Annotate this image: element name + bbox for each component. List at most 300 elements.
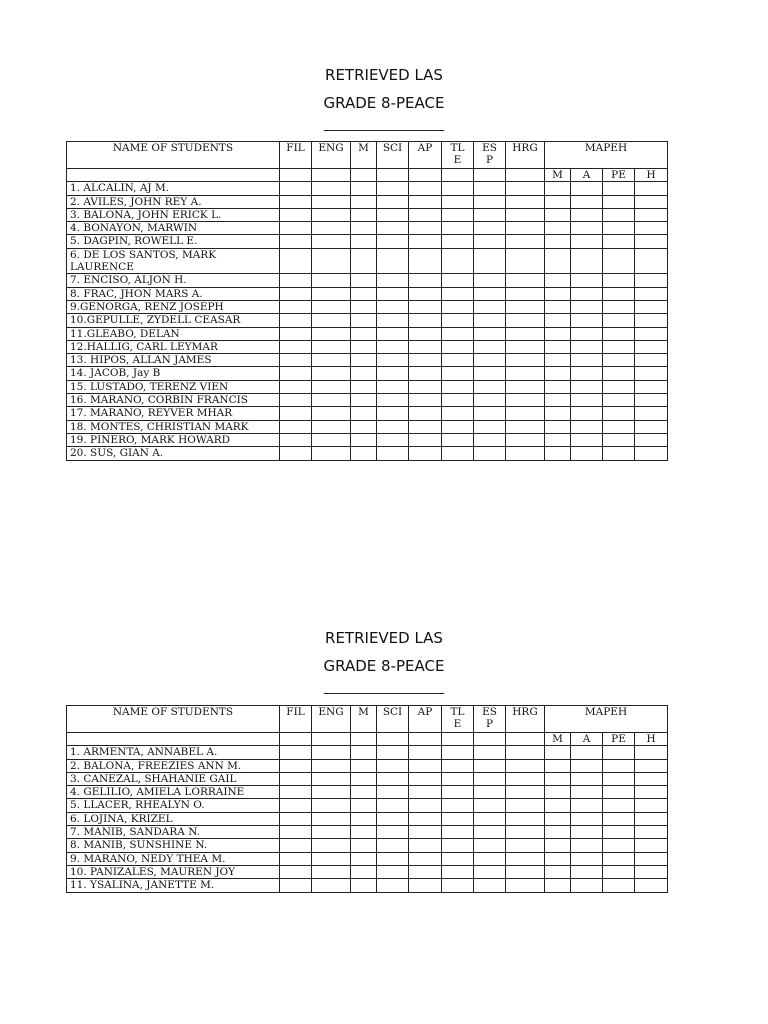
grade-cell	[280, 420, 312, 433]
grade-cell	[571, 182, 603, 195]
grade-cell	[603, 826, 635, 839]
grade-cell	[545, 208, 571, 221]
grade-cell	[351, 447, 377, 460]
header-subject: SCI	[377, 706, 409, 733]
grade-cell	[409, 447, 442, 460]
grade-cell	[603, 300, 635, 313]
header-name-of-students: NAME OF STUDENTS	[67, 706, 280, 733]
student-name: 7. MANIB, SANDARA N.	[67, 826, 280, 839]
student-name: 13. HIPOS, ALLAN JAMES	[67, 354, 280, 367]
student-name: 9. MARANO, NEDY THEA M.	[67, 852, 280, 865]
table-row	[67, 879, 668, 892]
grade-cell	[377, 222, 409, 235]
grade-cell	[312, 759, 351, 772]
grade-cell	[351, 274, 377, 287]
grade-cell	[571, 852, 603, 865]
grade-cell	[442, 786, 474, 799]
grade-cell	[280, 826, 312, 839]
grade-cell	[603, 235, 635, 248]
student-name: 10.GEPULLE, ZYDELL CEASAR	[67, 314, 280, 327]
grade-cell	[280, 169, 312, 182]
table-row	[67, 367, 668, 380]
sheet-title: RETRIEVED LAS	[325, 66, 443, 84]
header-mapeh-sub: M	[545, 169, 571, 182]
grade-cell	[635, 314, 668, 327]
grade-cell	[603, 182, 635, 195]
grade-cell	[635, 839, 668, 852]
grade-cell	[280, 733, 312, 746]
grade-cell	[312, 208, 351, 221]
grade-cell	[545, 314, 571, 327]
table-row	[67, 208, 668, 221]
grade-cell	[545, 772, 571, 785]
grade-cell	[442, 235, 474, 248]
grade-cell	[377, 354, 409, 367]
grade-cell	[409, 300, 442, 313]
grade-cell	[506, 420, 545, 433]
grade-cell	[377, 367, 409, 380]
grade-cell	[474, 287, 506, 300]
grade-cell	[312, 826, 351, 839]
grade-cell	[571, 380, 603, 393]
student-name: 1. ARMENTA, ANNABEL A.	[67, 746, 280, 759]
grade-cell	[280, 195, 312, 208]
sheet-title: RETRIEVED LAS	[325, 629, 443, 647]
table-row	[67, 759, 668, 772]
grade-cell	[474, 879, 506, 892]
grade-cell	[312, 367, 351, 380]
student-name: 5. DAGPIN, ROWELL E.	[67, 235, 280, 248]
grade-cell	[409, 733, 442, 746]
table-row	[67, 394, 668, 407]
grade-cell	[635, 394, 668, 407]
grade-cell	[474, 786, 506, 799]
grade-cell	[409, 433, 442, 446]
grade-cell	[635, 746, 668, 759]
grade-cell	[351, 248, 377, 274]
student-name: 19. PINERO, MARK HOWARD	[67, 433, 280, 446]
grade-cell	[442, 826, 474, 839]
grade-cell	[506, 380, 545, 393]
student-name: 1. ALCALIN, AJ M.	[67, 182, 280, 195]
grade-cell	[474, 746, 506, 759]
grade-cell	[571, 772, 603, 785]
grade-cell	[280, 799, 312, 812]
grade-cell	[545, 300, 571, 313]
grade-cell	[571, 287, 603, 300]
grade-cell	[635, 407, 668, 420]
grade-cell	[635, 420, 668, 433]
grade-cell	[603, 772, 635, 785]
grade-cell	[351, 772, 377, 785]
grade-cell	[474, 772, 506, 785]
grade-cell	[603, 394, 635, 407]
grade-cell	[603, 852, 635, 865]
grade-cell	[545, 340, 571, 353]
grade-cell	[571, 248, 603, 274]
grade-cell	[635, 865, 668, 878]
grade-cell	[506, 407, 545, 420]
grade-cell	[545, 839, 571, 852]
grade-cell	[571, 327, 603, 340]
grade-cell	[474, 826, 506, 839]
grade-cell	[280, 248, 312, 274]
grade-cell	[377, 786, 409, 799]
grade-cell	[409, 340, 442, 353]
grade-cell	[603, 799, 635, 812]
grade-cell	[571, 812, 603, 825]
grade-cell	[635, 367, 668, 380]
grade-cell	[351, 826, 377, 839]
grade-cell	[603, 195, 635, 208]
student-name: 2. AVILES, JOHN REY A.	[67, 195, 280, 208]
grade-cell	[506, 733, 545, 746]
grade-cell	[377, 879, 409, 892]
grade-cell	[545, 354, 571, 367]
header-subject: ENG	[312, 142, 351, 169]
grade-cell	[545, 407, 571, 420]
grade-cell	[351, 746, 377, 759]
grade-cell	[280, 786, 312, 799]
grade-cell	[409, 169, 442, 182]
grade-cell	[603, 447, 635, 460]
grade-cell	[571, 367, 603, 380]
grade-cell	[442, 300, 474, 313]
grade-cell	[442, 394, 474, 407]
grade-cell	[377, 327, 409, 340]
grade-cell	[312, 812, 351, 825]
grade-cell	[442, 852, 474, 865]
grade-cell	[635, 799, 668, 812]
grade-cell	[377, 407, 409, 420]
grade-cell	[280, 208, 312, 221]
grade-cell	[545, 812, 571, 825]
grade-cell	[603, 879, 635, 892]
grade-cell	[442, 340, 474, 353]
header-mapeh-sub: PE	[603, 169, 635, 182]
table-row	[67, 865, 668, 878]
grade-cell	[545, 447, 571, 460]
grade-cell	[474, 314, 506, 327]
grade-cell	[635, 380, 668, 393]
grade-cell	[545, 394, 571, 407]
grade-cell	[474, 380, 506, 393]
student-name: 12.HALLIG, CARL LEYMAR	[67, 340, 280, 353]
grade-cell	[603, 407, 635, 420]
grade-cell	[571, 195, 603, 208]
student-name: 14. JACOB, Jay B	[67, 367, 280, 380]
grade-cell	[545, 274, 571, 287]
grade-cell	[409, 394, 442, 407]
grade-cell	[280, 865, 312, 878]
grade-cell	[506, 314, 545, 327]
grade-cell	[474, 235, 506, 248]
grade-cell	[409, 287, 442, 300]
table-row	[67, 407, 668, 420]
grade-cell	[474, 300, 506, 313]
grade-cell	[474, 839, 506, 852]
grade-cell	[474, 799, 506, 812]
header-name-of-students: NAME OF STUDENTS	[67, 142, 280, 169]
grade-cell	[474, 182, 506, 195]
grade-cell	[442, 380, 474, 393]
grade-cell	[603, 380, 635, 393]
grade-cell	[506, 852, 545, 865]
grade-cell	[312, 772, 351, 785]
student-name: 17. MARANO, REYVER MHAR	[67, 407, 280, 420]
table-row	[67, 354, 668, 367]
header-mapeh: MAPEH	[545, 142, 668, 169]
grade-cell	[409, 222, 442, 235]
grade-cell	[442, 169, 474, 182]
student-name: 18. MONTES, CHRISTIAN MARK	[67, 420, 280, 433]
grade-cell	[442, 733, 474, 746]
grade-cell	[474, 169, 506, 182]
grade-cell	[280, 394, 312, 407]
grade-cell	[635, 433, 668, 446]
grade-cell	[545, 287, 571, 300]
grade-cell	[506, 169, 545, 182]
grade-cell	[603, 420, 635, 433]
grade-cell	[409, 879, 442, 892]
grade-cell	[377, 287, 409, 300]
grade-cell	[280, 182, 312, 195]
grade-cell	[312, 182, 351, 195]
grade-cell	[312, 380, 351, 393]
table-row	[67, 839, 668, 852]
student-name: 15. LUSTADO, TERENZ VIEN	[67, 380, 280, 393]
student-name: 9.GENORGA, RENZ JOSEPH	[67, 300, 280, 313]
grade-cell	[635, 772, 668, 785]
grade-cell	[506, 208, 545, 221]
grade-cell	[377, 799, 409, 812]
grade-cell	[506, 300, 545, 313]
grade-cell	[571, 300, 603, 313]
grade-cell	[351, 182, 377, 195]
grade-cell	[312, 433, 351, 446]
grade-cell	[377, 274, 409, 287]
grade-cell	[635, 235, 668, 248]
grade-cell	[571, 865, 603, 878]
student-name: 20. SUS, GIAN A.	[67, 447, 280, 460]
grade-cell	[280, 327, 312, 340]
grade-cell	[312, 300, 351, 313]
grade-cell	[280, 287, 312, 300]
grade-cell	[545, 746, 571, 759]
grade-cell	[351, 300, 377, 313]
grade-cell	[474, 354, 506, 367]
student-name: 3. CANEZAL, SHAHANIE GAIL	[67, 772, 280, 785]
grade-cell	[409, 327, 442, 340]
grade-cell	[351, 733, 377, 746]
table-row	[67, 340, 668, 353]
grade-cell	[351, 865, 377, 878]
grade-cell	[442, 746, 474, 759]
grade-cell	[571, 839, 603, 852]
grade-cell	[506, 865, 545, 878]
sheet-subtitle: GRADE 8-PEACE	[323, 94, 445, 112]
header-subject: M	[351, 706, 377, 733]
grade-cell	[506, 746, 545, 759]
grade-cell	[377, 746, 409, 759]
grade-cell	[409, 274, 442, 287]
grade-cell	[506, 248, 545, 274]
grade-cell	[312, 786, 351, 799]
grade-cell	[474, 433, 506, 446]
grade-cell	[351, 380, 377, 393]
header-mapeh: MAPEH	[545, 706, 668, 733]
grade-cell	[571, 208, 603, 221]
grade-cell	[571, 786, 603, 799]
grade-cell	[280, 879, 312, 892]
grade-cell	[474, 367, 506, 380]
table-row	[67, 433, 668, 446]
grade-cell	[67, 169, 280, 182]
grade-cell	[635, 786, 668, 799]
grade-cell	[506, 433, 545, 446]
grade-cell	[312, 420, 351, 433]
grade-cell	[635, 208, 668, 221]
grade-cell	[474, 759, 506, 772]
table-row	[67, 287, 668, 300]
grade-cell	[442, 182, 474, 195]
grade-cell	[506, 367, 545, 380]
table-row	[67, 274, 668, 287]
student-name: 16. MARANO, CORBIN FRANCIS	[67, 394, 280, 407]
grade-cell	[571, 222, 603, 235]
grade-cell	[474, 222, 506, 235]
table-row	[67, 786, 668, 799]
grade-cell	[280, 759, 312, 772]
grade-cell	[442, 879, 474, 892]
grade-cell	[312, 274, 351, 287]
grade-cell	[545, 865, 571, 878]
grade-cell	[603, 367, 635, 380]
grade-cell	[280, 274, 312, 287]
student-name: 8. MANIB, SUNSHINE N.	[67, 839, 280, 852]
grade-cell	[506, 287, 545, 300]
grade-cell	[635, 759, 668, 772]
grade-cell	[571, 447, 603, 460]
table-row	[67, 420, 668, 433]
grade-cell	[312, 235, 351, 248]
header-mapeh-sub: PE	[603, 733, 635, 746]
grade-cell	[545, 380, 571, 393]
grade-cell	[280, 314, 312, 327]
grade-cell	[409, 852, 442, 865]
grade-cell	[506, 799, 545, 812]
grade-cell	[571, 799, 603, 812]
student-name: 3. BALONA, JOHN ERICK L.	[67, 208, 280, 221]
grade-cell	[280, 852, 312, 865]
grade-cell	[312, 733, 351, 746]
sheet-subtitle: GRADE 8-PEACE	[323, 657, 445, 675]
grade-cell	[377, 447, 409, 460]
header-subject: AP	[409, 706, 442, 733]
table-row	[67, 799, 668, 812]
grade-cell	[409, 407, 442, 420]
grade-cell	[409, 314, 442, 327]
grade-cell	[351, 394, 377, 407]
header-mapeh-sub: H	[635, 733, 668, 746]
grade-cell	[603, 759, 635, 772]
grade-cell	[571, 420, 603, 433]
grade-cell	[474, 394, 506, 407]
grade-cell	[377, 169, 409, 182]
grade-cell	[442, 839, 474, 852]
grade-cell	[442, 433, 474, 446]
grade-cell	[409, 759, 442, 772]
grade-cell	[635, 248, 668, 274]
grade-cell	[506, 222, 545, 235]
grade-cell	[571, 433, 603, 446]
grade-cell	[603, 287, 635, 300]
grade-cell	[442, 407, 474, 420]
grade-cell	[571, 235, 603, 248]
grade-cell	[442, 208, 474, 221]
grade-cell	[377, 772, 409, 785]
grade-cell	[442, 222, 474, 235]
grade-cell	[67, 733, 280, 746]
grade-cell	[280, 300, 312, 313]
grade-cell	[635, 195, 668, 208]
grade-cell	[442, 327, 474, 340]
student-name: 4. GELILIO, AMIELA LORRAINE	[67, 786, 280, 799]
grade-cell	[409, 746, 442, 759]
grade-cell	[506, 786, 545, 799]
grade-cell	[312, 394, 351, 407]
grade-cell	[603, 839, 635, 852]
grade-cell	[506, 447, 545, 460]
grade-cell	[377, 812, 409, 825]
grade-cell	[603, 340, 635, 353]
grade-cell	[280, 447, 312, 460]
grade-cell	[312, 314, 351, 327]
grade-cell	[351, 407, 377, 420]
grade-cell	[409, 248, 442, 274]
grade-cell	[442, 759, 474, 772]
grade-cell	[603, 812, 635, 825]
grade-cell	[442, 287, 474, 300]
grade-cell	[603, 248, 635, 274]
grade-cell	[545, 786, 571, 799]
header-subject: FIL	[280, 706, 312, 733]
grade-cell	[351, 327, 377, 340]
grade-cell	[377, 208, 409, 221]
grade-cell	[351, 287, 377, 300]
grade-cell	[571, 407, 603, 420]
grade-cell	[506, 327, 545, 340]
grade-cell	[312, 327, 351, 340]
grade-cell	[635, 826, 668, 839]
grade-cell	[635, 812, 668, 825]
table-row	[67, 314, 668, 327]
grade-cell	[280, 772, 312, 785]
grade-cell	[312, 799, 351, 812]
grade-cell	[474, 420, 506, 433]
grade-cell	[474, 248, 506, 274]
grade-cell	[635, 340, 668, 353]
header-mapeh-sub: H	[635, 169, 668, 182]
grade-cell	[635, 182, 668, 195]
grade-cell	[377, 380, 409, 393]
grade-cell	[571, 274, 603, 287]
grade-cell	[474, 340, 506, 353]
grade-cell	[377, 182, 409, 195]
grade-cell	[506, 772, 545, 785]
grade-cell	[506, 759, 545, 772]
grade-cell	[312, 354, 351, 367]
